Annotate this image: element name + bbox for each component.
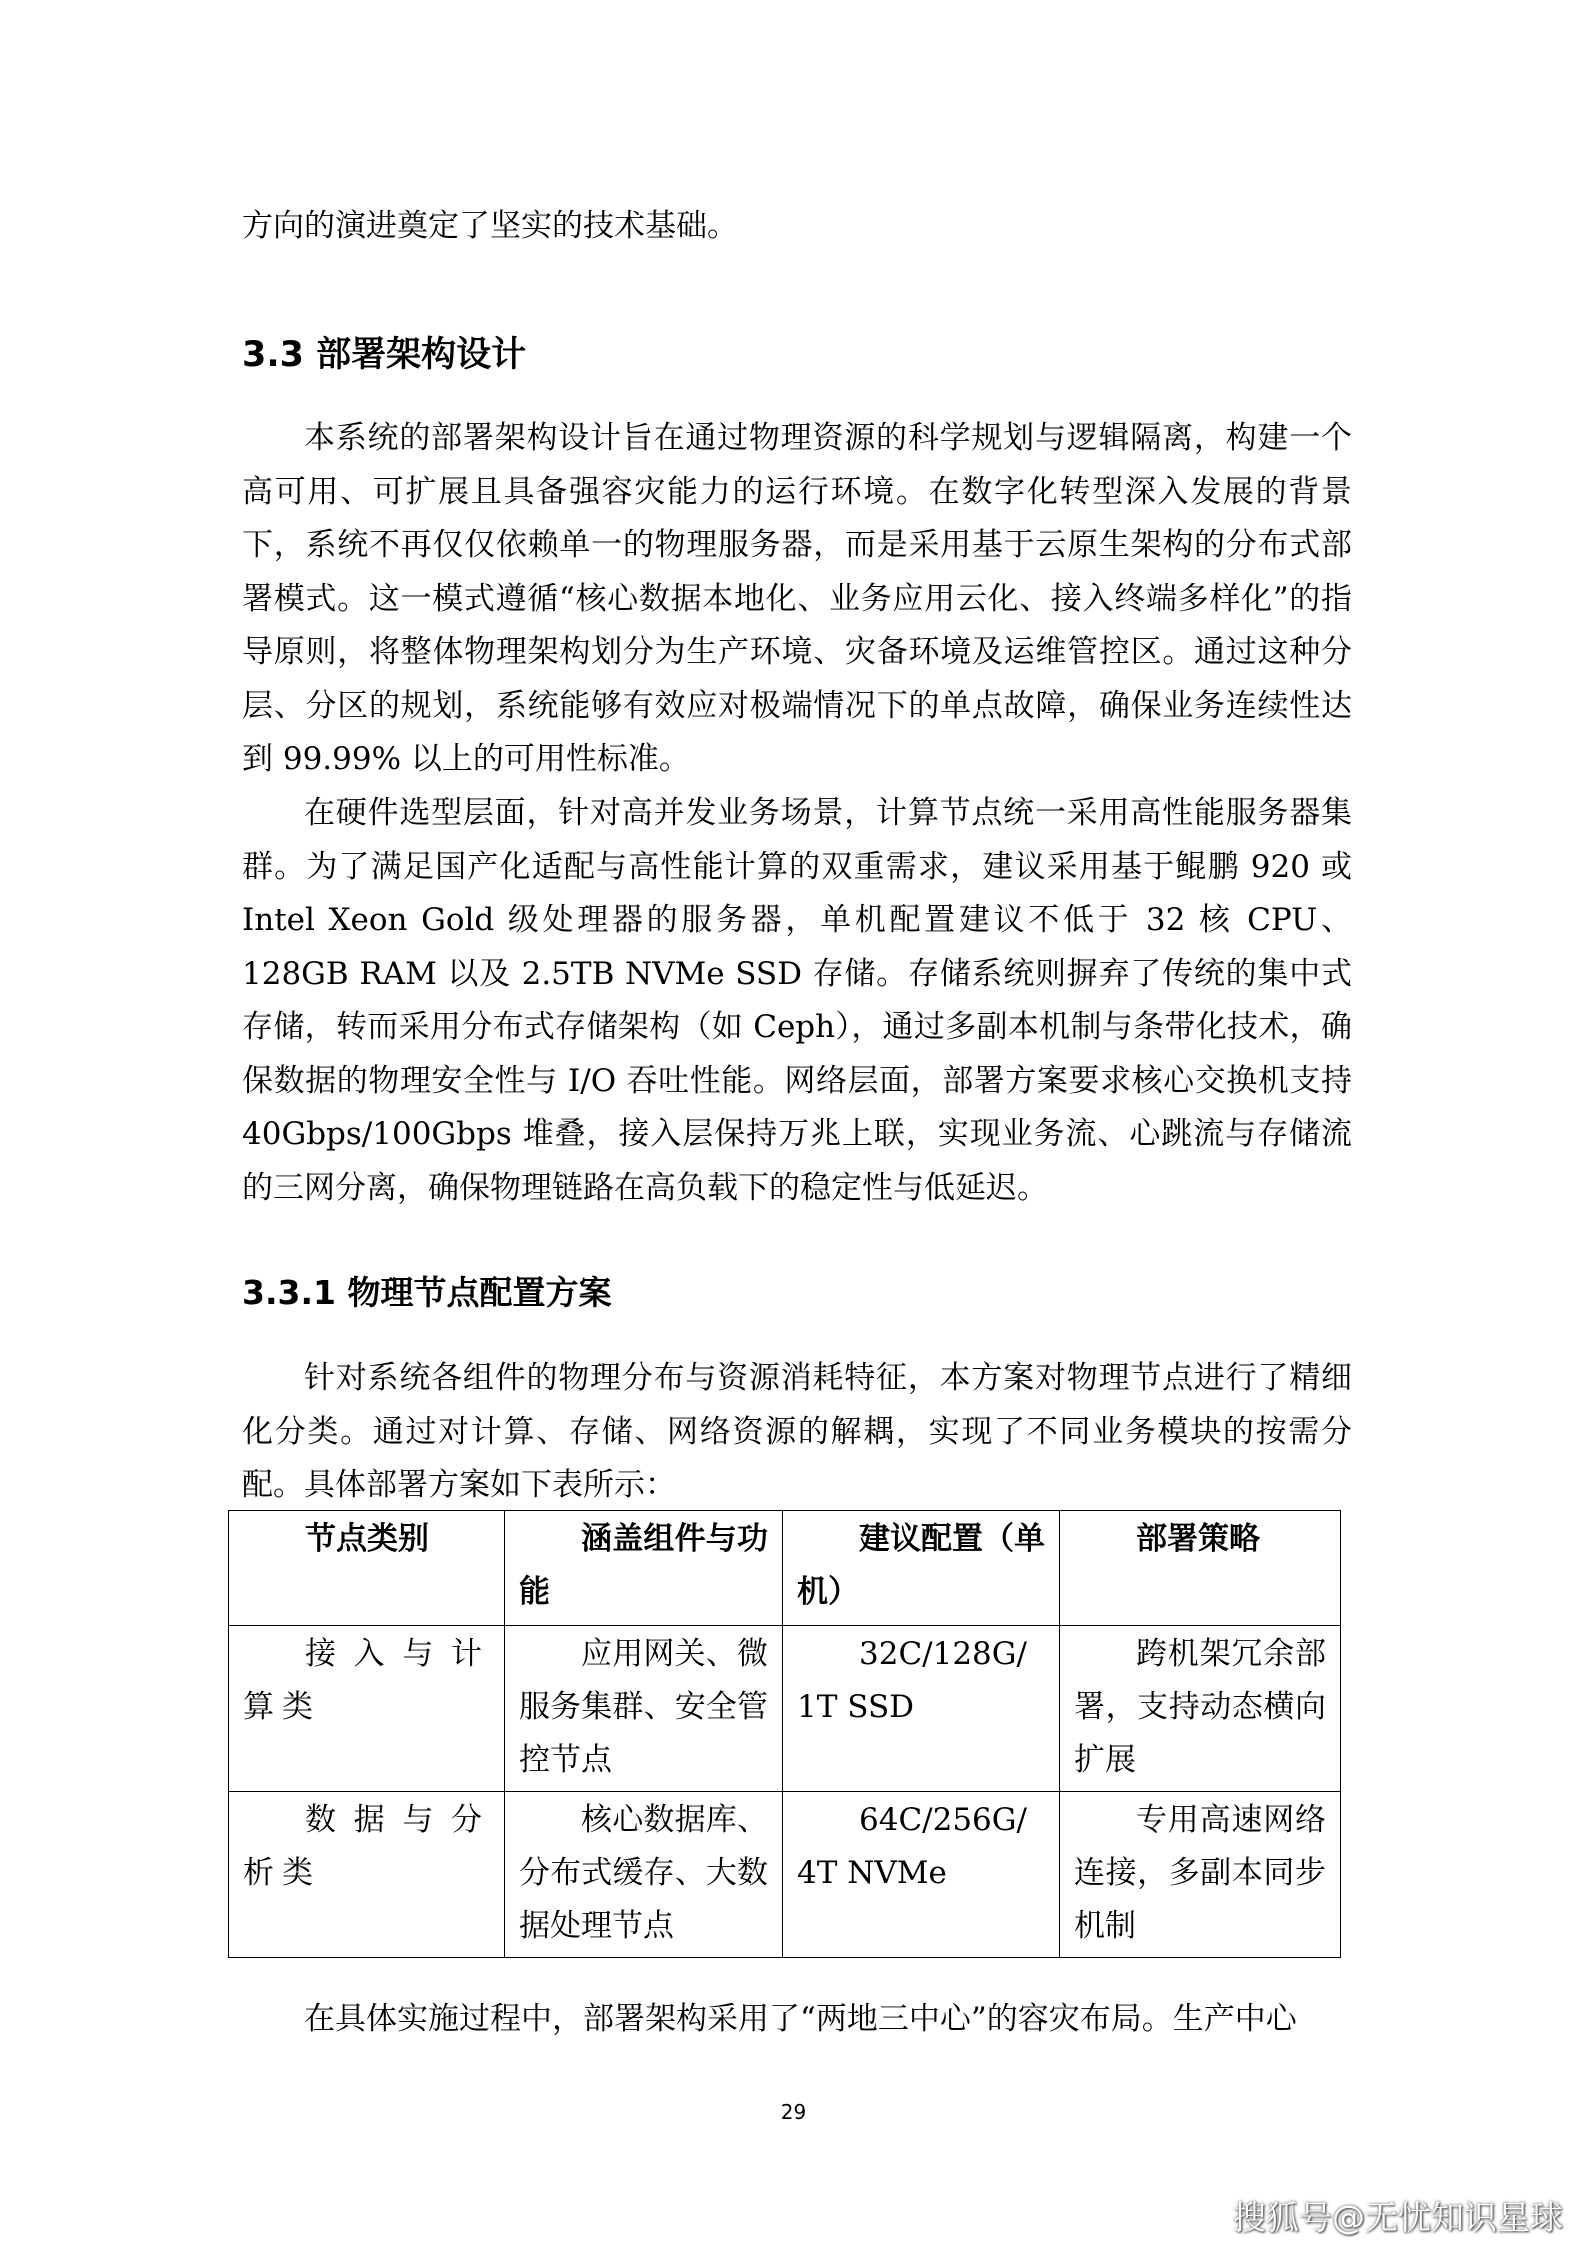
carry-over-line: 方向的演进奠定了坚实的技术基础。 <box>242 208 738 244</box>
cell-components: 核心数据库、分布式缓存、大数据处理节点 <box>505 1792 783 1958</box>
subsection-heading: 3.3.1 物理节点配置方案 <box>242 1273 612 1312</box>
page-number: 29 <box>780 2100 807 2124</box>
paragraph-deployment-overview: 本系统的部署架构设计旨在通过物理资源的科学规划与逻辑隔离，构建一个高可用、可扩展且具备强容灾能力的运行环境。在数字化转型深入发展的背景下，系统不再仅仅依赖单一的物理服务器，而是采用基于云原生架构的分布式部署模式。这一模式遵循“核心数据本地化、业务应用云化、接入终端多样化”的指导原则，将整体物理架构划分为生产环境、灾备环境及运维管控区。通过这种分层、分区的规划，系统能够有效应对极端情况下的单点故障，确保业务连续性达到 99.99% 以上的可用性标准。 <box>242 420 1352 777</box>
cell-category: 数据与分析类 <box>229 1792 505 1958</box>
cell-category: 接入与计算类 <box>229 1626 505 1792</box>
paragraph-node-classification: 针对系统各组件的物理分布与资源消耗特征，本方案对物理节点进行了精细化分类。通过对计算、存储、网络资源的解耦，实现了不同业务模块的按需分配。具体部署方案如下表所示： <box>242 1360 1352 1503</box>
table-row <box>229 1792 1341 1958</box>
table-row <box>229 1626 1341 1792</box>
cell-config: 64C/256G/4T NVMe <box>783 1792 1060 1958</box>
header-strategy: 部署策略 <box>1060 1511 1341 1626</box>
cell-strategy: 专用高速网络连接，多副本同步机制 <box>1060 1792 1341 1958</box>
paragraph-hardware-selection: 在硬件选型层面，针对高并发业务场景，计算节点统一采用高性能服务器集群。为了满足国产化适配与高性能计算的双重需求，建议采用基于鲲鹏 920 或 Intel Xeon Gold 级处理器的服务器，单机配置建议不低于 32 核 CPU、128GB RAM 以及 2.5TB NVMe SSD 存储。存储系统则摒弃了传统的集中式存储，转而采用分布式存储架构（如 Ceph），通过多副本机制与条带化技术，确保数据的物理安全性与 I/O 吞吐性能。网络层面，部署方案要求核心交换机支持 40Gbps/100Gbps 堆叠，接入层保持万兆上联，实现业务流、心跳流与存储流的三网分离，确保物理链路在高负载下的稳定性与低延迟。 <box>242 795 1352 1206</box>
node-config-table <box>228 1510 1341 1958</box>
table-header-row <box>229 1511 1341 1626</box>
header-config: 建议配置（单机） <box>783 1511 1060 1626</box>
cell-components: 应用网关、微服务集群、安全管控节点 <box>505 1626 783 1792</box>
header-category: 节点类别 <box>229 1511 505 1626</box>
cell-config: 32C/128G/1T SSD <box>783 1626 1060 1792</box>
section-heading: 3.3 部署架构设计 <box>242 335 527 375</box>
cell-strategy: 跨机架冗余部署，支持动态横向扩展 <box>1060 1626 1341 1792</box>
watermark: 搜狐号@无忧知识星球 <box>1233 2198 1563 2237</box>
header-components: 涵盖组件与功能 <box>505 1511 783 1626</box>
paragraph-disaster-recovery: 在具体实施过程中，部署架构采用了“两地三中心”的容灾布局。生产中心 <box>304 2001 1297 2037</box>
